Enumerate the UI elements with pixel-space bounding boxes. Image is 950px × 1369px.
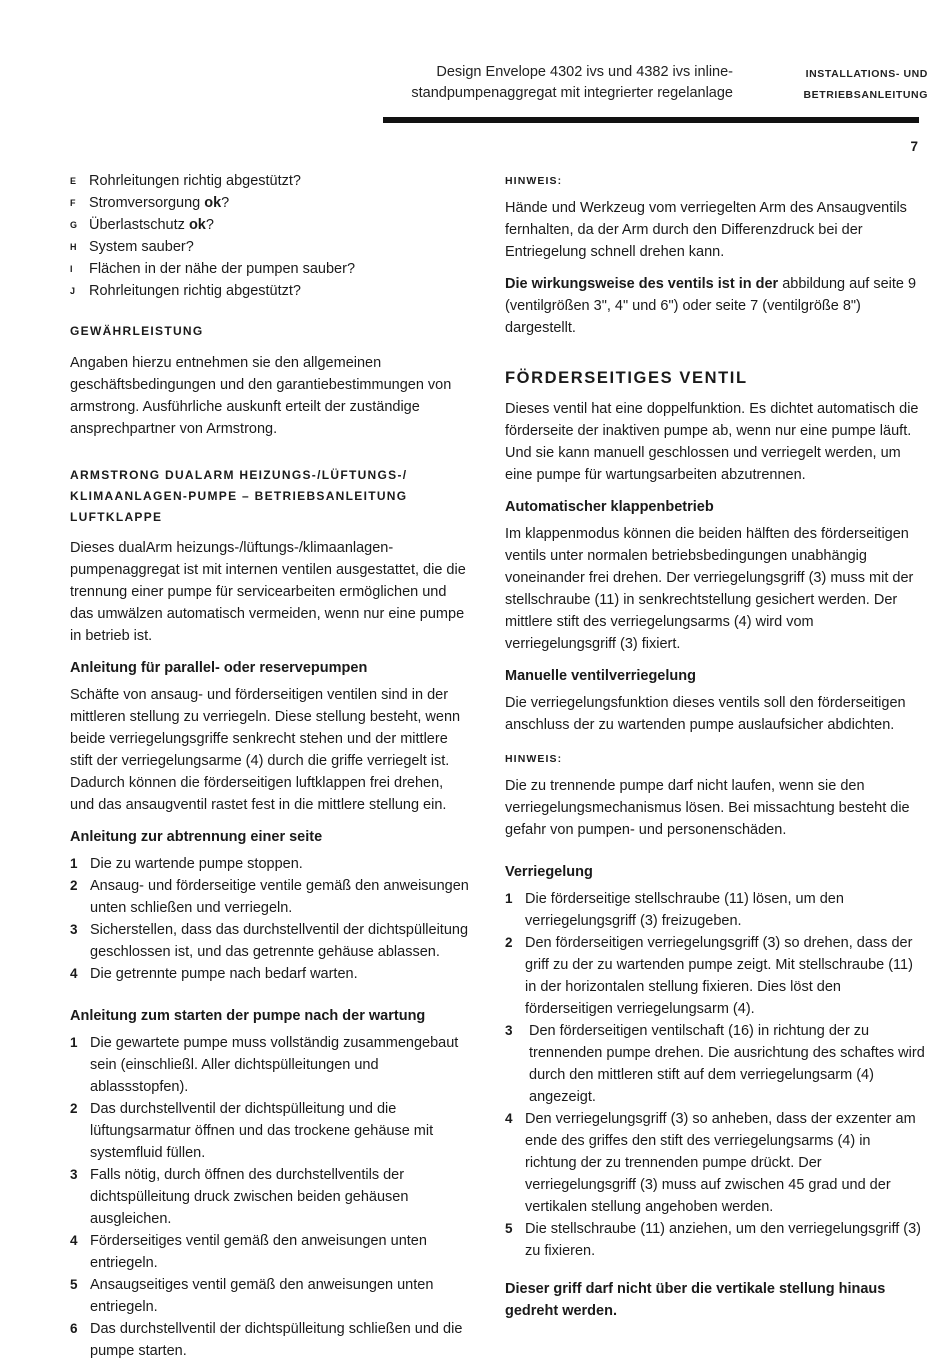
left-column <box>70 170 470 1362</box>
list-item <box>505 1218 925 1262</box>
checklist-item <box>70 214 470 236</box>
step-text: Sicherstellen, dass das durchstellventil der dichtspülleitung geschlossen ist, und das getrennte gehäuse ablassen. <box>90 922 469 960</box>
checklist-text: Flächen in der nähe der pumpen sauber? <box>89 261 356 277</box>
step-number: 5 <box>70 1277 78 1292</box>
checklist-marker: F <box>70 198 76 208</box>
auto-operation-heading: Automatischer klappenbetrieb <box>505 499 714 515</box>
list-item <box>70 1230 470 1274</box>
step-number: 3 <box>70 922 78 937</box>
dualarm-heading-line: ARMSTRONG DUALARM HEIZUNGS-/LÜFTUNGS-/ <box>70 468 408 482</box>
step-number: 3 <box>505 1023 513 1038</box>
checklist-text: System sauber? <box>89 239 194 255</box>
checklist-text: Rohrleitungen richtig abgestützt? <box>89 173 301 189</box>
separation-steps <box>70 853 470 985</box>
step-text: Die stellschraube (11) anziehen, um den verriegelungsgriff (3) zu fixieren. <box>525 1221 922 1259</box>
note-label: HINWEIS: <box>505 175 563 187</box>
step-number: 5 <box>505 1221 513 1236</box>
list-item <box>70 1274 470 1318</box>
checklist-text: ? <box>221 195 230 211</box>
step-text: Das durchstellventil der dichtspülleitung schließen und die pumpe starten. <box>90 1321 463 1359</box>
right-column <box>505 170 925 1322</box>
step-text: Die förderseitige stellschraube (11) lösen, um den verriegelungsgriff (3) freizugeben. <box>525 891 844 929</box>
step-text: Ansaugseitiges ventil gemäß den anweisungen unten entriegeln. <box>90 1277 434 1315</box>
step-text: Falls nötig, durch öffnen des durchstellventils der dichtspülleitung druck zwischen beiden gehäusen ausgleichen. <box>90 1167 409 1227</box>
restart-steps <box>70 1032 470 1362</box>
document-title-line2: standpumpenaggregat mit integrierter regelanlage <box>411 85 733 101</box>
list-item <box>70 1098 470 1164</box>
checklist-text: Überlastschutz <box>89 217 189 233</box>
checklist-text-bold: ok <box>204 195 222 211</box>
list-item <box>505 1020 925 1108</box>
page-header <box>0 0 950 150</box>
checklist-marker: I <box>70 264 73 274</box>
manual-lock-text: Die verriegelungsfunktion dieses ventils soll den förderseitigen anschluss der zu wartenden pumpe auslaufsicher abdichten. <box>505 695 906 733</box>
checklist-item <box>70 236 470 258</box>
step-number: 2 <box>70 878 78 893</box>
note-label: HINWEIS: <box>505 753 563 765</box>
function-reference-text: abbildung auf seite 9 (ventilgrößen 3", 4" und 6") oder seite 7 (ventilgröße 8") dargestellt. <box>505 276 917 336</box>
document-title-line1: Design Envelope 4302 ivs und 4382 ivs inline- <box>436 64 733 80</box>
section-tag-line1: INSTALLATIONS- UND <box>805 68 928 80</box>
list-item <box>70 1318 470 1362</box>
restart-heading: Anleitung zum starten der pumpe nach der wartung <box>70 1008 426 1024</box>
document-title <box>373 62 733 104</box>
section-tag-line2: BETRIEBSANLEITUNG <box>803 89 928 101</box>
step-text: Die zu wartende pumpe stoppen. <box>90 856 303 872</box>
checklist-marker: E <box>70 176 77 186</box>
parallel-text: Schäfte von ansaug- und förderseitigen ventilen sind in der mittleren stellung zu verriegeln. Diese stellung besteht, wenn beide verriegelungsgriffe senkrecht stehen und der mittlere stift der verriegelungsarme (4) durch die griffe verriegelt ist. Dadurch können die förderseitigen luftklappen frei drehen, und das ansaugventil rastet fest in die mittlere stellung ein. <box>70 687 461 813</box>
list-item <box>505 932 925 1020</box>
checklist-marker: J <box>70 286 76 296</box>
list-item <box>505 1108 925 1218</box>
discharge-valve-text: Dieses ventil hat eine doppelfunktion. Es dichtet automatisch die förderseite der inaktiven pumpe ab, wenn nur eine pumpe läuft. Und sie kann manuell geschlossen und verriegelt werden, um eine pumpe für wartungsarbeiten abzutrennen. <box>505 401 919 483</box>
step-number: 4 <box>70 966 78 981</box>
step-number: 4 <box>505 1111 513 1126</box>
function-reference <box>505 273 925 339</box>
checklist-text-bold: ok <box>188 217 206 233</box>
step-text: Die getrennte pumpe nach bedarf warten. <box>90 966 358 982</box>
checklist-item <box>70 170 470 192</box>
document-section-tag <box>768 64 928 106</box>
checklist-item <box>70 192 470 214</box>
checklist <box>70 170 470 302</box>
list-item <box>70 875 470 919</box>
function-reference-bold: Die wirkungsweise des ventils ist in der <box>505 276 779 292</box>
discharge-valve-heading: FÖRDERSEITIGES VENTIL <box>505 369 748 387</box>
step-number: 3 <box>70 1167 78 1182</box>
separation-heading: Anleitung zur abtrennung einer seite <box>70 829 323 845</box>
step-number: 4 <box>70 1233 78 1248</box>
list-item <box>70 963 470 985</box>
list-item <box>70 1032 470 1098</box>
list-item <box>505 888 925 932</box>
step-text: Den förderseitigen ventilschaft (16) in richtung der zu trennenden pumpe drehen. Die ausrichtung des schaftes wird durch den mittleren stift auf dem verriegelungsarm (4) angezeigt. <box>529 1023 925 1105</box>
lock-steps <box>505 888 925 1262</box>
warranty-heading: GEWÄHRLEISTUNG <box>70 324 204 338</box>
dualarm-heading-line: KLIMAANLAGEN-PUMPE – BETRIEBSANLEITUNG <box>70 489 408 503</box>
step-number: 6 <box>70 1321 78 1336</box>
step-number: 1 <box>70 856 78 871</box>
manual-lock-heading: Manuelle ventilverriegelung <box>505 668 696 684</box>
step-text: Förderseitiges ventil gemäß den anweisungen unten entriegeln. <box>90 1233 427 1271</box>
checklist-marker: G <box>70 220 78 230</box>
checklist-text: Stromversorgung <box>89 195 205 211</box>
step-text: Das durchstellventil der dichtspülleitung und die lüftungsarmatur öffnen und das trockene gehäuse mit systemfluid füllen. <box>90 1101 434 1161</box>
step-number: 2 <box>70 1101 78 1116</box>
lock-heading: Verriegelung <box>505 864 593 880</box>
final-warning: Dieser griff darf nicht über die vertikale stellung hinaus gedreht werden. <box>505 1281 886 1319</box>
step-number: 1 <box>505 891 513 906</box>
note-text: Hände und Werkzeug vom verriegelten Arm des Ansaugventils fernhalten, da der Arm durch den Differenzdruck bei der Entriegelung schnell drehen kann. <box>505 200 907 260</box>
checklist-text: Rohrleitungen richtig abgestützt? <box>89 283 301 299</box>
step-text: Die gewartete pumpe muss vollständig zusammengebaut sein (einschließl. Aller dichtspülleitungen und ablassstopfen). <box>90 1035 459 1095</box>
header-rule <box>383 117 919 123</box>
dualarm-heading-line: LUFTKLAPPE <box>70 510 163 524</box>
warranty-text: Angaben hierzu entnehmen sie den allgemeinen geschäftsbedingungen und den garantiebestimmungen von armstrong. Ausführliche auskunft erteilt der zuständige ansprechpartner von Armstrong. <box>70 355 452 437</box>
step-number: 2 <box>505 935 513 950</box>
checklist-text: ? <box>205 217 214 233</box>
step-text: Ansaug- und förderseitige ventile gemäß den anweisungen unten schließen und verriegeln. <box>90 878 469 916</box>
step-number: 1 <box>70 1035 78 1050</box>
list-item <box>70 1164 470 1230</box>
step-text: Den verriegelungsgriff (3) so anheben, dass der exzenter am ende des griffes den stift des verriegelungsarms (4) in richtung der zu trennenden pumpe drückt. Der verriegelungsgriff (3) muss auf zwischen 45 grad und der vertikalen stellung angehoben werden. <box>525 1111 916 1215</box>
dualarm-text: Dieses dualArm heizungs-/lüftungs-/klimaanlagen-pumpenaggregat ist mit internen ventilen ausgestattet, die die trennung einer pumpe für servicearbeiten ermöglichen und das umwälzen automatisch vermeiden, wenn nur eine pumpe in betrieb ist. <box>70 540 466 644</box>
checklist-marker: H <box>70 242 77 252</box>
auto-operation-text: Im klappenmodus können die beiden hälften des förderseitigen ventils unter normalen betriebsbedingungen unabhängig voneinander frei drehen. Der verriegelungsgriff (3) muss mit der stellschraube (11) in senkrechtstellung gesichert werden. Der mittlere stift des verriegelungsarms (4) wird vom verriegelungsgriff (3) fixiert. <box>505 526 914 652</box>
step-text: Den förderseitigen verriegelungsgriff (3) so drehen, dass der griff zu der zu wartenden pumpe zeigt. Mit stellschraube (11) in der horizontalen stellung fixieren. Dies löst den förderseitigen verriegelungsarm (4). <box>525 935 913 1017</box>
parallel-heading: Anleitung für parallel- oder reservepumpen <box>70 660 368 676</box>
checklist-item <box>70 280 470 302</box>
checklist-item <box>70 258 470 280</box>
note-text: Die zu trennende pumpe darf nicht laufen, wenn sie den verriegelungsmechanismus lösen. Bei missachtung besteht die gefahr von pumpen- und personenschäden. <box>505 778 910 838</box>
page-number: 7 <box>910 139 918 154</box>
list-item <box>70 919 470 963</box>
list-item <box>70 853 470 875</box>
dualarm-heading <box>70 465 470 528</box>
